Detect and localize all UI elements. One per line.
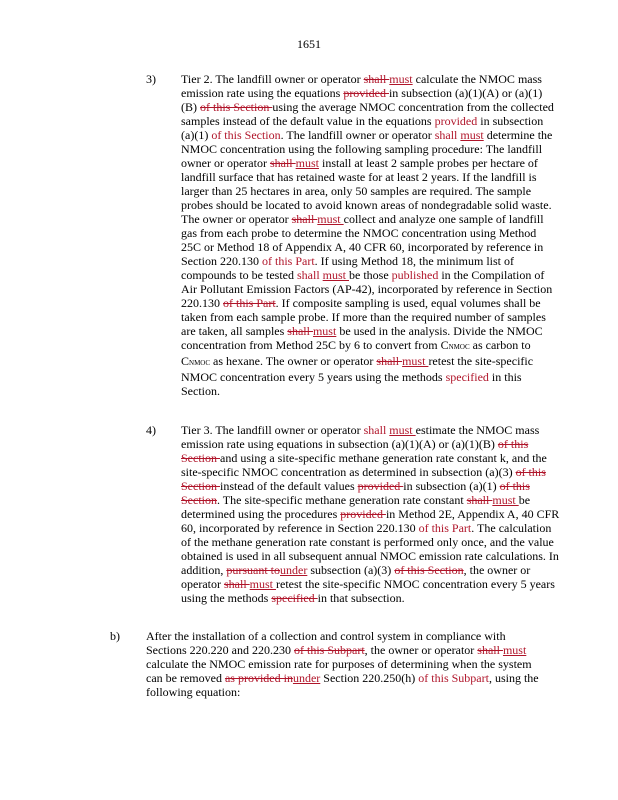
text: as hexane. The owner or operator (210, 354, 377, 368)
deleted-text: shall (466, 493, 493, 507)
deleted-text: provided (357, 479, 404, 493)
deleted-text: of this Part (223, 296, 276, 310)
text: . The calculation of the methane generation rate constant is performed only once, and the value obtained is used in all subsequent annual NMOC emission rate calculations. In addition, (181, 521, 559, 577)
inserted-text: shall (296, 268, 320, 282)
inserted-text: must (389, 72, 413, 86)
inserted-text: shall (363, 423, 387, 437)
item-b-paragraph (146, 629, 546, 699)
text: , the owner or operator (364, 643, 478, 657)
text: estimate the NMOC mass emission rate using equations in subsection (a)(1)(A) or (a)(1)(B) (181, 423, 540, 451)
deleted-text: of this Section (181, 465, 546, 493)
text: in subsection (a)(1) (403, 479, 500, 493)
page-number: 1651 (297, 37, 321, 51)
text: in Method 2E, Appendix A, 40 CFR 60, incorporated by reference in Section 220.130 (181, 507, 560, 535)
inserted-text: must (317, 212, 344, 226)
deleted-text: of this Section (181, 437, 529, 465)
text: and using a site-specific methane generation rate constant k, and the site-specific NMOC concentration as determined in subsection (a)(3) (181, 451, 547, 479)
subscript: NMOC (189, 359, 211, 367)
text: , the owner or operator (181, 563, 531, 591)
deleted-text: shall (363, 72, 390, 86)
text: be those (349, 268, 392, 282)
item-b-label: b) (110, 629, 120, 643)
deleted-text: pursuant to (226, 563, 280, 577)
text: Section 220.250(h) (320, 671, 419, 685)
item-4-label: 4) (146, 423, 156, 437)
deleted-text: of this Section (200, 100, 273, 114)
deleted-text: shall (223, 577, 250, 591)
text: collect and analyze one sample of landfill gas from each probe to determine the NMOC concentration using Method 25C or Method 18 of Appendix A, 40 CFR 60, incorporated by reference in Section 220.130 (181, 212, 544, 268)
text: instead of the default values (220, 479, 358, 493)
text: subsection (a)(3) (307, 563, 395, 577)
inserted-text: under (280, 563, 308, 577)
text: . If composite sampling is used, equal volumes shall be taken from each sample probe. If more than the required number of samples are taken, all samples (181, 296, 546, 338)
text: using the average NMOC concentration from the collected samples instead of the default value in the equations (181, 100, 554, 128)
subscript: NMOC (448, 343, 470, 351)
text: retest the site-specific NMOC concentration every 5 years using the methods (181, 577, 555, 605)
inserted-text: must (249, 577, 276, 591)
text: determine the NMOC concentration using the following sampling procedure: The landfill owner or operator (181, 128, 553, 170)
text: , using the following equation: (146, 671, 539, 699)
text: in subsection (a)(1) (181, 114, 544, 142)
text: install at least 2 sample probes per hectare of landfill surface that has retained waste for at least 2 years. If the landfill is larger than 25 hectares in area, only 50 samples are required. The sample probes should be located to avoid known areas of nondegradable solid waste. The owner or operator (181, 156, 552, 226)
item-3-label: 3) (146, 72, 156, 86)
inserted-text: specified (445, 370, 489, 384)
inserted-text: must (402, 354, 429, 368)
inserted-text: provided (434, 114, 478, 128)
text: in subsection (a)(1)(A) or (a)(1)(B) (181, 86, 543, 114)
item-3-paragraph (181, 72, 556, 398)
item-4-paragraph (181, 423, 561, 605)
inserted-text: of this Subpart (418, 671, 489, 685)
inserted-text: published (391, 268, 439, 282)
text: as carbon to C (181, 338, 531, 368)
deleted-text: as provided in (224, 671, 293, 685)
deleted-text: provided (343, 86, 389, 100)
text: Tier 2. The landfill owner or operator (181, 72, 364, 86)
deleted-text: shall (477, 643, 503, 657)
deleted-text: shall (269, 156, 296, 170)
inserted-text: of this Part (418, 521, 472, 535)
inserted-text: must (389, 423, 416, 437)
inserted-text: must (460, 128, 484, 142)
text: in this Section. (181, 370, 522, 398)
inserted-text: shall (434, 128, 458, 142)
inserted-text: must (295, 156, 319, 170)
text: be used in the analysis. Divide the NMOC concentration from Method 25C by 6 to convert from C (181, 324, 543, 352)
deleted-text: of this Section (394, 563, 464, 577)
text: . If using Method 18, the minimum list of compounds to be tested (181, 254, 514, 282)
text: retest the site-specific NMOC concentration every 5 years using the methods (181, 354, 534, 384)
text: be determined using the procedures (181, 493, 531, 521)
inserted-text: must (492, 493, 519, 507)
inserted-text: must (322, 268, 349, 282)
inserted-text: must (502, 643, 527, 657)
deleted-text: provided (340, 507, 386, 521)
text: calculate the NMOC mass emission rate using the equations (181, 72, 542, 100)
inserted-text: of this Section (211, 128, 281, 142)
text: . The site-specific methane generation rate constant (217, 493, 467, 507)
inserted-text: of this Part (262, 254, 315, 268)
text: Tier 3. The landfill owner or operator (181, 423, 364, 437)
deleted-text: shall (287, 324, 313, 338)
text: in the Compilation of Air Pollutant Emission Factors (AP-42), incorporated by reference in Section 220.130 (181, 268, 553, 310)
inserted-text: under (292, 671, 321, 685)
inserted-text: must (312, 324, 337, 338)
deleted-text: of this Subpart (294, 643, 365, 657)
deleted-text: shall (291, 212, 318, 226)
deleted-text: shall (376, 354, 403, 368)
text: calculate the NMOC emission rate for purposes of determining when the system can be removed (146, 657, 532, 685)
text: After the installation of a collection and control system in compliance with Sections 220.220 and 220.230 (146, 629, 506, 657)
text: . The landfill owner or operator (280, 128, 435, 142)
text: in that subsection. (317, 591, 405, 605)
deleted-text: specified (271, 591, 318, 605)
deleted-text: of this Section (181, 479, 530, 507)
